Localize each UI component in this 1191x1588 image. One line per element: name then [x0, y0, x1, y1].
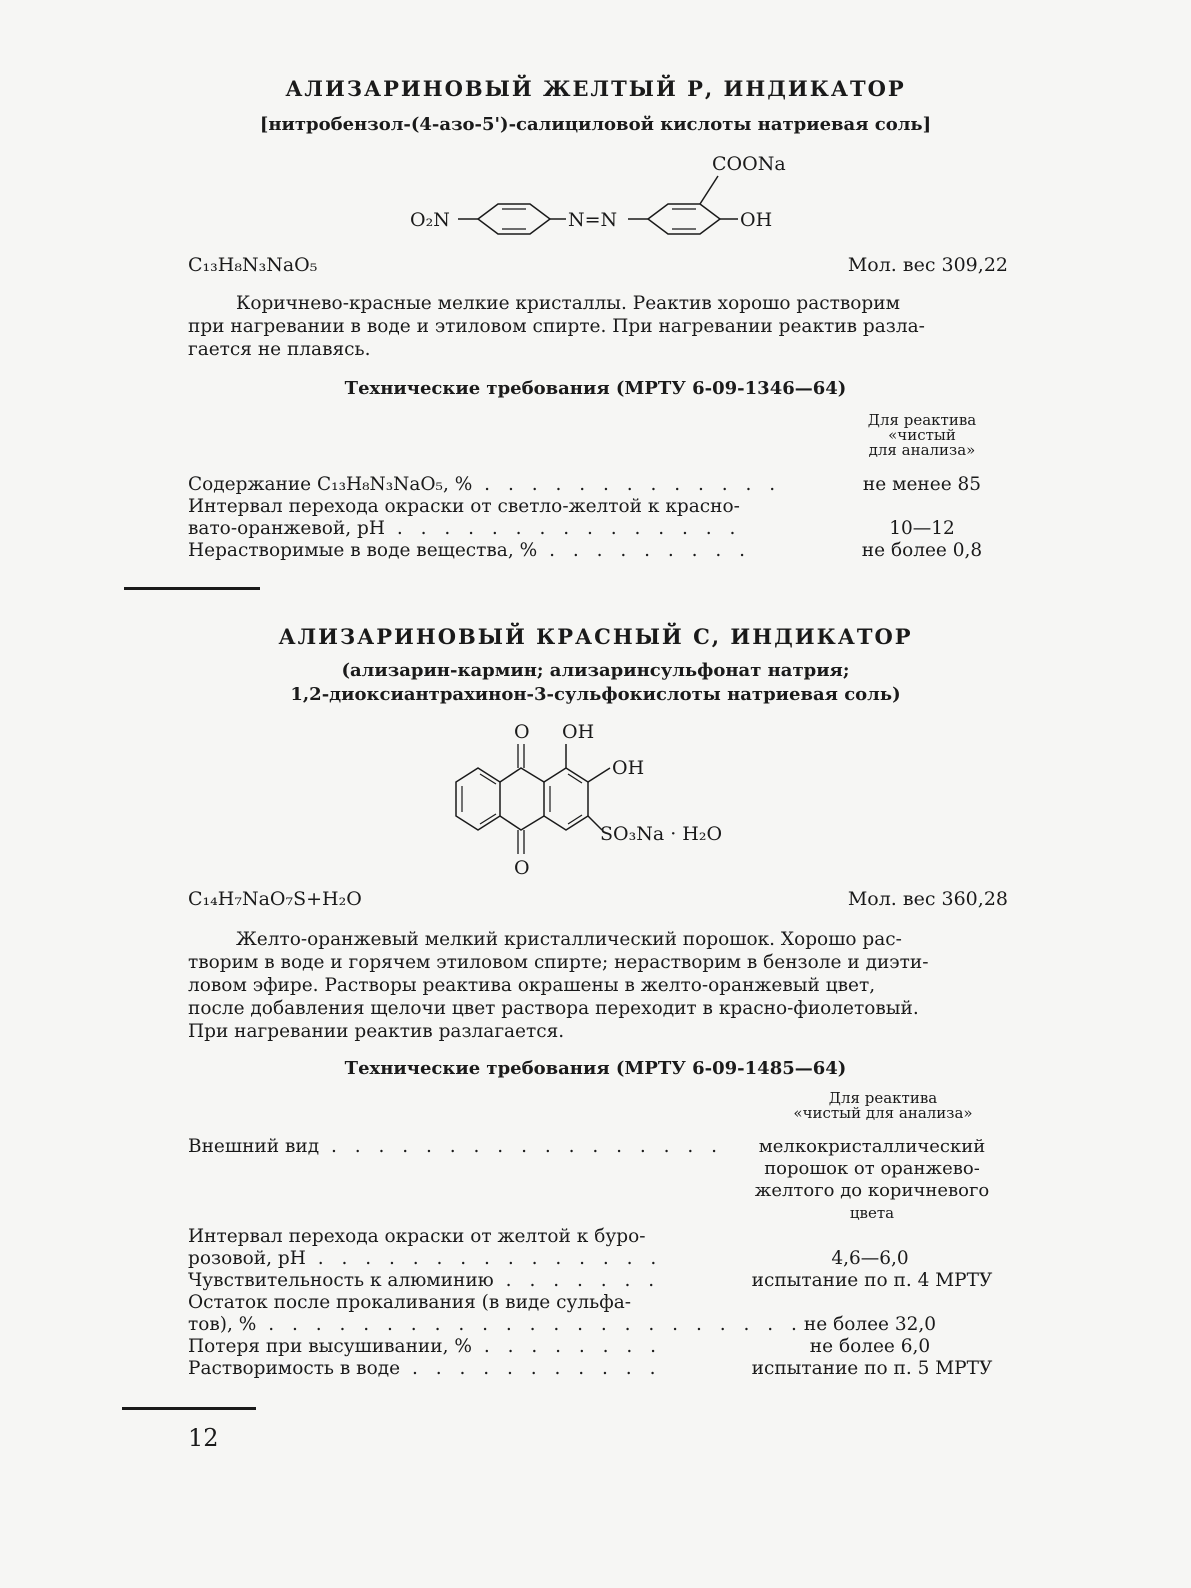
entry1-structure-diagram	[400, 146, 800, 256]
entry2-row-appearance: Внешний вид . . . . . . . . . . . . . . . . .	[188, 1136, 724, 1157]
entry2-subtitle-line1: (ализарин-кармин; ализаринсульфонат натрия;	[341, 660, 850, 681]
entry1-description: Коричнево-красные мелкие кристаллы. Реактив хорошо растворим при нагревании в воде и этиловом спирте. При нагревании реактив разла- гается не плавясь.	[188, 293, 925, 360]
entry1-formula: C₁₃H₈N₃NaO₅	[188, 254, 318, 276]
entry2-requirements-title: Технические требования (МРТУ 6-09-1485—64)	[344, 1058, 847, 1079]
struct1-oh: OH	[740, 209, 773, 231]
entry2-value-residue: не более 32,0	[803, 1314, 937, 1335]
entry2-structure-diagram	[450, 716, 770, 882]
anthraquinone-ring-left	[456, 768, 500, 830]
struct2-so3na: SO₃Na · H₂O	[600, 823, 723, 845]
entry2-row-interval: Интервал перехода окраски от желтой к буро- розовой, pH . . . . . . . . . . . . . . .	[188, 1226, 663, 1269]
entry1-value-content: не менее 85	[862, 474, 982, 495]
entry1-row-insoluble: Нерастворимые в воде вещества, % . . . . . . . . .	[188, 540, 752, 561]
struct2-top-o: O	[514, 721, 530, 743]
section-divider-1	[124, 587, 260, 590]
entry2-formula: C₁₄H₇NaO₇S+H₂O	[188, 888, 362, 910]
entry2-value-aluminium: испытание по п. 4 МРТУ	[751, 1270, 993, 1291]
struct2-right-oh: OH	[612, 757, 645, 779]
entry2-value-interval: 4,6—6,0	[831, 1248, 909, 1269]
entry2-row-solubility: Растворимость в воде . . . . . . . . . . .	[188, 1358, 662, 1379]
entry1-value-interval: 10—12	[889, 518, 955, 539]
entry1-molecular-weight: Мол. вес 309,22	[847, 254, 1008, 276]
struct1-azo: N=N	[568, 209, 618, 231]
entry1-requirements-title: Технические требования (МРТУ 6-09-1346—64)	[344, 378, 847, 399]
entry2-row-aluminium: Чувствительность к алюминию . . . . . . .	[188, 1270, 661, 1291]
entry2-row-residue: Остаток после прокаливания (в виде сульфа- тов), % . . . . . . . . . . . . . . . . . . . . . . .	[188, 1292, 803, 1335]
entry2-row-drying-loss: Потеря при высушивании, % . . . . . . . .	[188, 1336, 663, 1357]
entry2-molecular-weight: Мол. вес 360,28	[847, 888, 1008, 910]
entry2-value-solubility: испытание по п. 5 МРТУ	[751, 1358, 993, 1379]
section-divider-2	[122, 1407, 256, 1410]
struct2-bottom-o: O	[514, 857, 530, 879]
entry2-column-header: Для реактива «чистый для анализа»	[793, 1089, 973, 1122]
entry2-subtitle-line2: 1,2-диоксиантрахинон-3-сульфокислоты натриевая соль)	[290, 684, 901, 705]
entry1-value-insoluble: не более 0,8	[861, 540, 983, 561]
entry1-subtitle: [нитробензол-(4-азо-5')-салициловой кислоты натриевая соль]	[259, 114, 932, 135]
struct1-coona: COONa	[712, 153, 786, 175]
entry2-description: Желто-оранжевый мелкий кристаллический порошок. Хорошо рас- творим в воде и горячем этиловом спирте; нерастворим в бензоле и диэти- ловом эфире. Растворы реактива окрашены в желто-оранжевый цвет, после добавления щелочи цвет раствора переходит в красно-фиолетовый. При нагревании реактив разлагается.	[188, 929, 929, 1042]
entry1-column-header: Для реактива «чистый для анализа»	[867, 411, 977, 459]
entry2-value-appearance: мелкокристаллический порошок от оранжево- желтого до коричневого цвета	[754, 1136, 990, 1222]
entry1-title: АЛИЗАРИНОВЫЙ ЖЕЛТЫЙ Р, ИНДИКАТОР	[285, 76, 906, 101]
struct1-o2n: O₂N	[410, 209, 450, 231]
entry1-row-content: Содержание C₁₃H₈N₃NaO₅, % . . . . . . . . . . . . .	[188, 474, 782, 495]
entry2-title: АЛИЗАРИНОВЫЙ КРАСНЫЙ С, ИНДИКАТОР	[278, 624, 913, 649]
struct2-top-oh: OH	[562, 721, 595, 743]
entry1-row-interval: Интервал перехода окраски от светло-желтой к красно- вато-оранжевой, pH . . . . . . . . . . . . . . .	[188, 496, 742, 539]
page-number: 12	[188, 1424, 219, 1452]
entry2-value-drying-loss: не более 6,0	[809, 1336, 931, 1357]
